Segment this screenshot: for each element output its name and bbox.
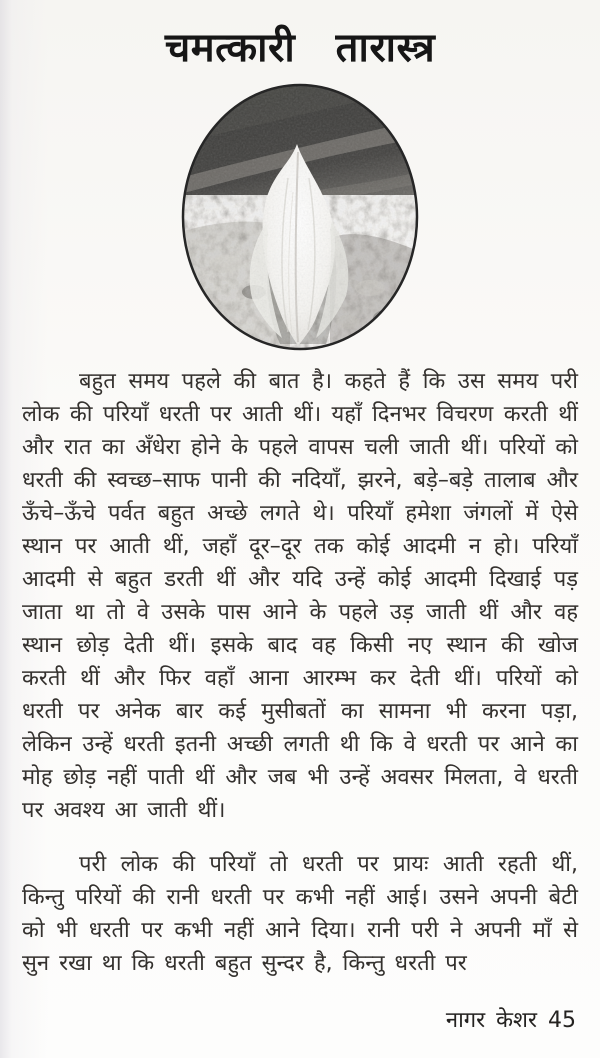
page-title: चमत्कारी तारास्त्र xyxy=(164,25,436,71)
paragraph-2: परी लोक की परियाँ तो धरती पर प्रायः आती रहती थीं, किन्तु परियों की रानी धरती पर कभी नहीं आई। उसने अपनी बेटी को भी धरती पर कभी नहीं आने दिया। रानी परी ने अपनी माँ से सुन रखा था कि धरती बहुत सुन्दर है, किन्तु धरती पर xyxy=(22,852,578,976)
story-photo xyxy=(180,82,420,352)
paragraph-1: बहुत समय पहले की बात है। कहते हैं कि उस समय परी लोक की परियाँ धरती पर आती थीं। यहाँ दिनभर विचरण करती थीं और रात का अँधेरा होने के पहले वापस चली जाती थीं। परियों को धरती की स्वच्छ–साफ पानी की नदियाँ, झरने, बड़े–बड़े तालाब और ऊँचे–ऊँचे पर्वत बहुत अच्छे लगते थे। परियाँ हमेशा जंगलों में ऐसे स्थान पर आती थीं, जहाँ दूर–दूर तक कोई आदमी न हो। परियाँ आदमी से बहुत डरती थीं और यदि उन्हें कोई आदमी दिखाई पड़ जाता था तो वे उसके पास आने के पहले उड़ जाती थीं और वह स्थान छोड़ देती थीं। इसके बाद वह किसी नए स्थान की खोज करती थीं और फिर वहाँ आना आरम्भ कर देती थीं। परियों को धरती पर अनेक बार कई मुसीबतों का सामना भी करना पड़ा, लेकिन उन्हें धरती इतनी अच्छी लगती थी कि वे धरती पर आने का मोह छोड़ नहीं पाती थीं और जब भी उन्हें अवसर मिलता, वे धरती पर अवश्य आ जाती थीं। xyxy=(22,369,578,823)
footer-page-number: 45 xyxy=(548,1008,576,1033)
story-text xyxy=(0,352,600,980)
flower-photo-illustration xyxy=(180,82,420,352)
page-footer xyxy=(0,1004,600,1058)
footer-book-title: नागर केशर xyxy=(445,1008,537,1033)
